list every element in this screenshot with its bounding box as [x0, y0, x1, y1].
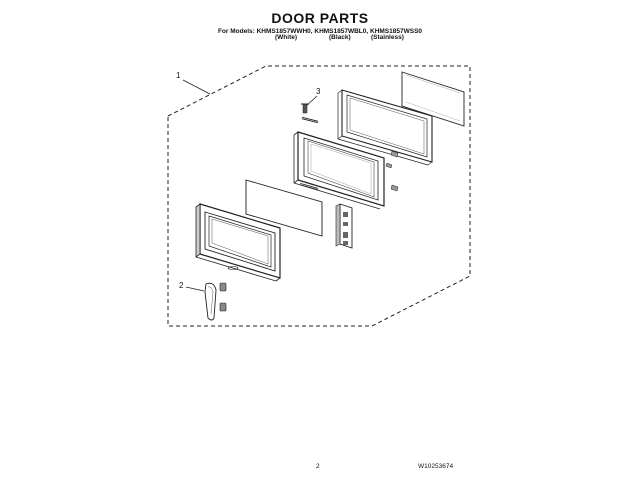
- door-clips: [386, 151, 398, 191]
- finish-stainless: (Stainless): [371, 34, 404, 41]
- upper-hinge-pin: [302, 118, 318, 122]
- handle-mounts: [220, 283, 226, 311]
- hinge-screw: [301, 104, 309, 113]
- page-number: 2: [316, 463, 320, 470]
- finish-black: (Black): [329, 34, 351, 41]
- callout-2-leader: [186, 287, 204, 291]
- callout-3: 3: [316, 87, 321, 96]
- callout-1: 1: [176, 71, 181, 80]
- callout-1-leader: [183, 80, 210, 94]
- page-title: DOOR PARTS: [271, 10, 369, 26]
- door-handle: [205, 283, 216, 320]
- model-numbers: For Models: KHMS1857WWH0, KHMS1857WBL0, KHMS1857WSS0: [217, 28, 423, 35]
- finish-white: (White): [275, 34, 298, 41]
- document-code: W10253674: [418, 463, 454, 470]
- door-latch-assembly: [336, 204, 352, 248]
- callout-2: 2: [179, 281, 184, 290]
